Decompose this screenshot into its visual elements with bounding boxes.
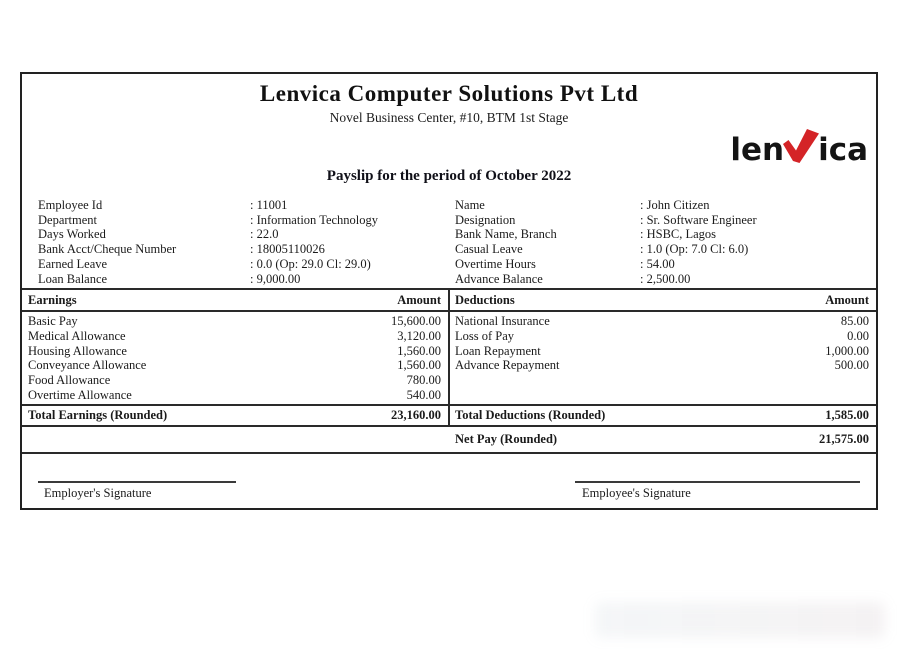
detail-value: : 1.0 (Op: 7.0 Cl: 6.0)	[640, 242, 749, 257]
faint-watermark	[595, 602, 885, 638]
logo-text-left: len	[730, 132, 785, 168]
payslip-document	[20, 72, 878, 510]
total-earnings	[22, 404, 450, 425]
detail-label: Bank Acct/Cheque Number	[38, 242, 177, 257]
detail-value: : HSBC, Lagos	[640, 227, 717, 242]
earning-label: Overtime Allowance	[28, 387, 132, 402]
total-earnings-label: Total Earnings (Rounded)	[28, 408, 168, 422]
deductions-amount-header: Amount	[825, 292, 869, 307]
earning-label: Food Allowance	[28, 373, 111, 388]
deduction-label: Advance Repayment	[455, 358, 560, 373]
detail-label: Overtime Hours	[455, 256, 536, 271]
earnings-row	[22, 388, 448, 403]
detail-label: Loan Balance	[38, 271, 108, 286]
employee-signature-label: Employee's Signature	[582, 486, 691, 500]
detail-label: Department	[38, 212, 98, 227]
deductions-row	[450, 314, 876, 329]
earnings-header-label: Earnings	[28, 292, 77, 307]
earning-amount: 1,560.00	[397, 358, 441, 373]
earnings-header	[22, 290, 450, 310]
earnings-row	[22, 358, 448, 373]
deductions-header-label: Deductions	[455, 292, 515, 307]
earnings-row	[22, 314, 448, 329]
employer-signature-line	[38, 481, 236, 483]
earnings-row	[22, 329, 448, 344]
detail-value: : 2,500.00	[640, 271, 691, 286]
detail-label: Designation	[455, 212, 516, 227]
earning-amount: 3,120.00	[397, 328, 441, 343]
deduction-amount: 500.00	[834, 358, 869, 373]
employee-signature-line	[575, 481, 860, 483]
checkmark-icon	[784, 128, 818, 166]
total-deductions-label: Total Deductions (Rounded)	[455, 408, 606, 422]
company-address: Novel Business Center, #10, BTM 1st Stage	[329, 110, 569, 125]
logo-text-right: ica	[818, 132, 868, 168]
deductions-row	[450, 344, 876, 359]
deductions-row	[450, 358, 876, 373]
earnings-row	[22, 344, 448, 359]
earning-amount: 15,600.00	[391, 314, 441, 328]
detail-label: Casual Leave	[455, 242, 523, 257]
deduction-amount: 0.00	[847, 328, 869, 343]
earning-amount: 780.00	[406, 373, 441, 388]
net-pay-row	[22, 425, 876, 454]
earning-amount: 540.00	[406, 387, 441, 402]
detail-label: Name	[455, 198, 485, 212]
earning-label: Conveyance Allowance	[28, 358, 147, 373]
detail-value: : 18005110026	[250, 242, 325, 257]
deduction-amount: 1,000.00	[825, 343, 869, 358]
deductions-row	[450, 329, 876, 344]
deduction-label: Loss of Pay	[455, 328, 515, 343]
detail-value: : 22.0	[250, 227, 279, 242]
employee-details	[22, 198, 876, 286]
total-deductions	[450, 404, 876, 425]
detail-value: : 9,000.00	[250, 271, 301, 286]
total-deductions-amount: 1,585.00	[825, 408, 869, 422]
signature-area	[22, 472, 876, 508]
earning-label: Housing Allowance	[28, 343, 127, 358]
detail-label: Days Worked	[38, 227, 106, 242]
earning-label: Basic Pay	[28, 314, 78, 328]
totals-row	[22, 404, 876, 425]
earnings-amount-header: Amount	[397, 292, 441, 307]
earning-label: Medical Allowance	[28, 328, 126, 343]
detail-value: : 54.00	[640, 256, 675, 271]
detail-label: Earned Leave	[38, 256, 108, 271]
table-header-row	[22, 290, 876, 310]
earnings-body	[22, 310, 450, 404]
detail-label: Bank Name, Branch	[455, 227, 557, 242]
lenvica-logo	[730, 126, 868, 166]
payslip-period-title: Payslip for the period of October 2022	[326, 168, 572, 184]
detail-value: : John Citizen	[640, 198, 710, 212]
detail-value: : Sr. Software Engineer	[640, 212, 757, 227]
detail-value: : 11001	[250, 198, 288, 212]
deductions-body	[450, 310, 876, 404]
earnings-deductions-table	[22, 288, 876, 454]
table-body-row	[22, 310, 876, 404]
earnings-row	[22, 373, 448, 388]
deduction-label: National Insurance	[455, 314, 550, 328]
deduction-label: Loan Repayment	[455, 343, 541, 358]
employer-signature-label: Employer's Signature	[44, 486, 152, 500]
detail-value: : Information Technology	[250, 212, 379, 227]
detail-label: Advance Balance	[455, 271, 543, 286]
company-name: Lenvica Computer Solutions Pvt Ltd	[259, 81, 639, 106]
deduction-amount: 85.00	[840, 314, 869, 328]
net-pay-label: Net Pay (Rounded)	[455, 432, 558, 446]
deductions-header	[450, 290, 876, 310]
total-earnings-amount: 23,160.00	[391, 408, 441, 422]
net-pay-amount: 21,575.00	[819, 432, 869, 446]
earning-amount: 1,560.00	[397, 343, 441, 358]
detail-label: Employee Id	[38, 198, 103, 212]
detail-value: : 0.0 (Op: 29.0 Cl: 29.0)	[250, 256, 371, 271]
